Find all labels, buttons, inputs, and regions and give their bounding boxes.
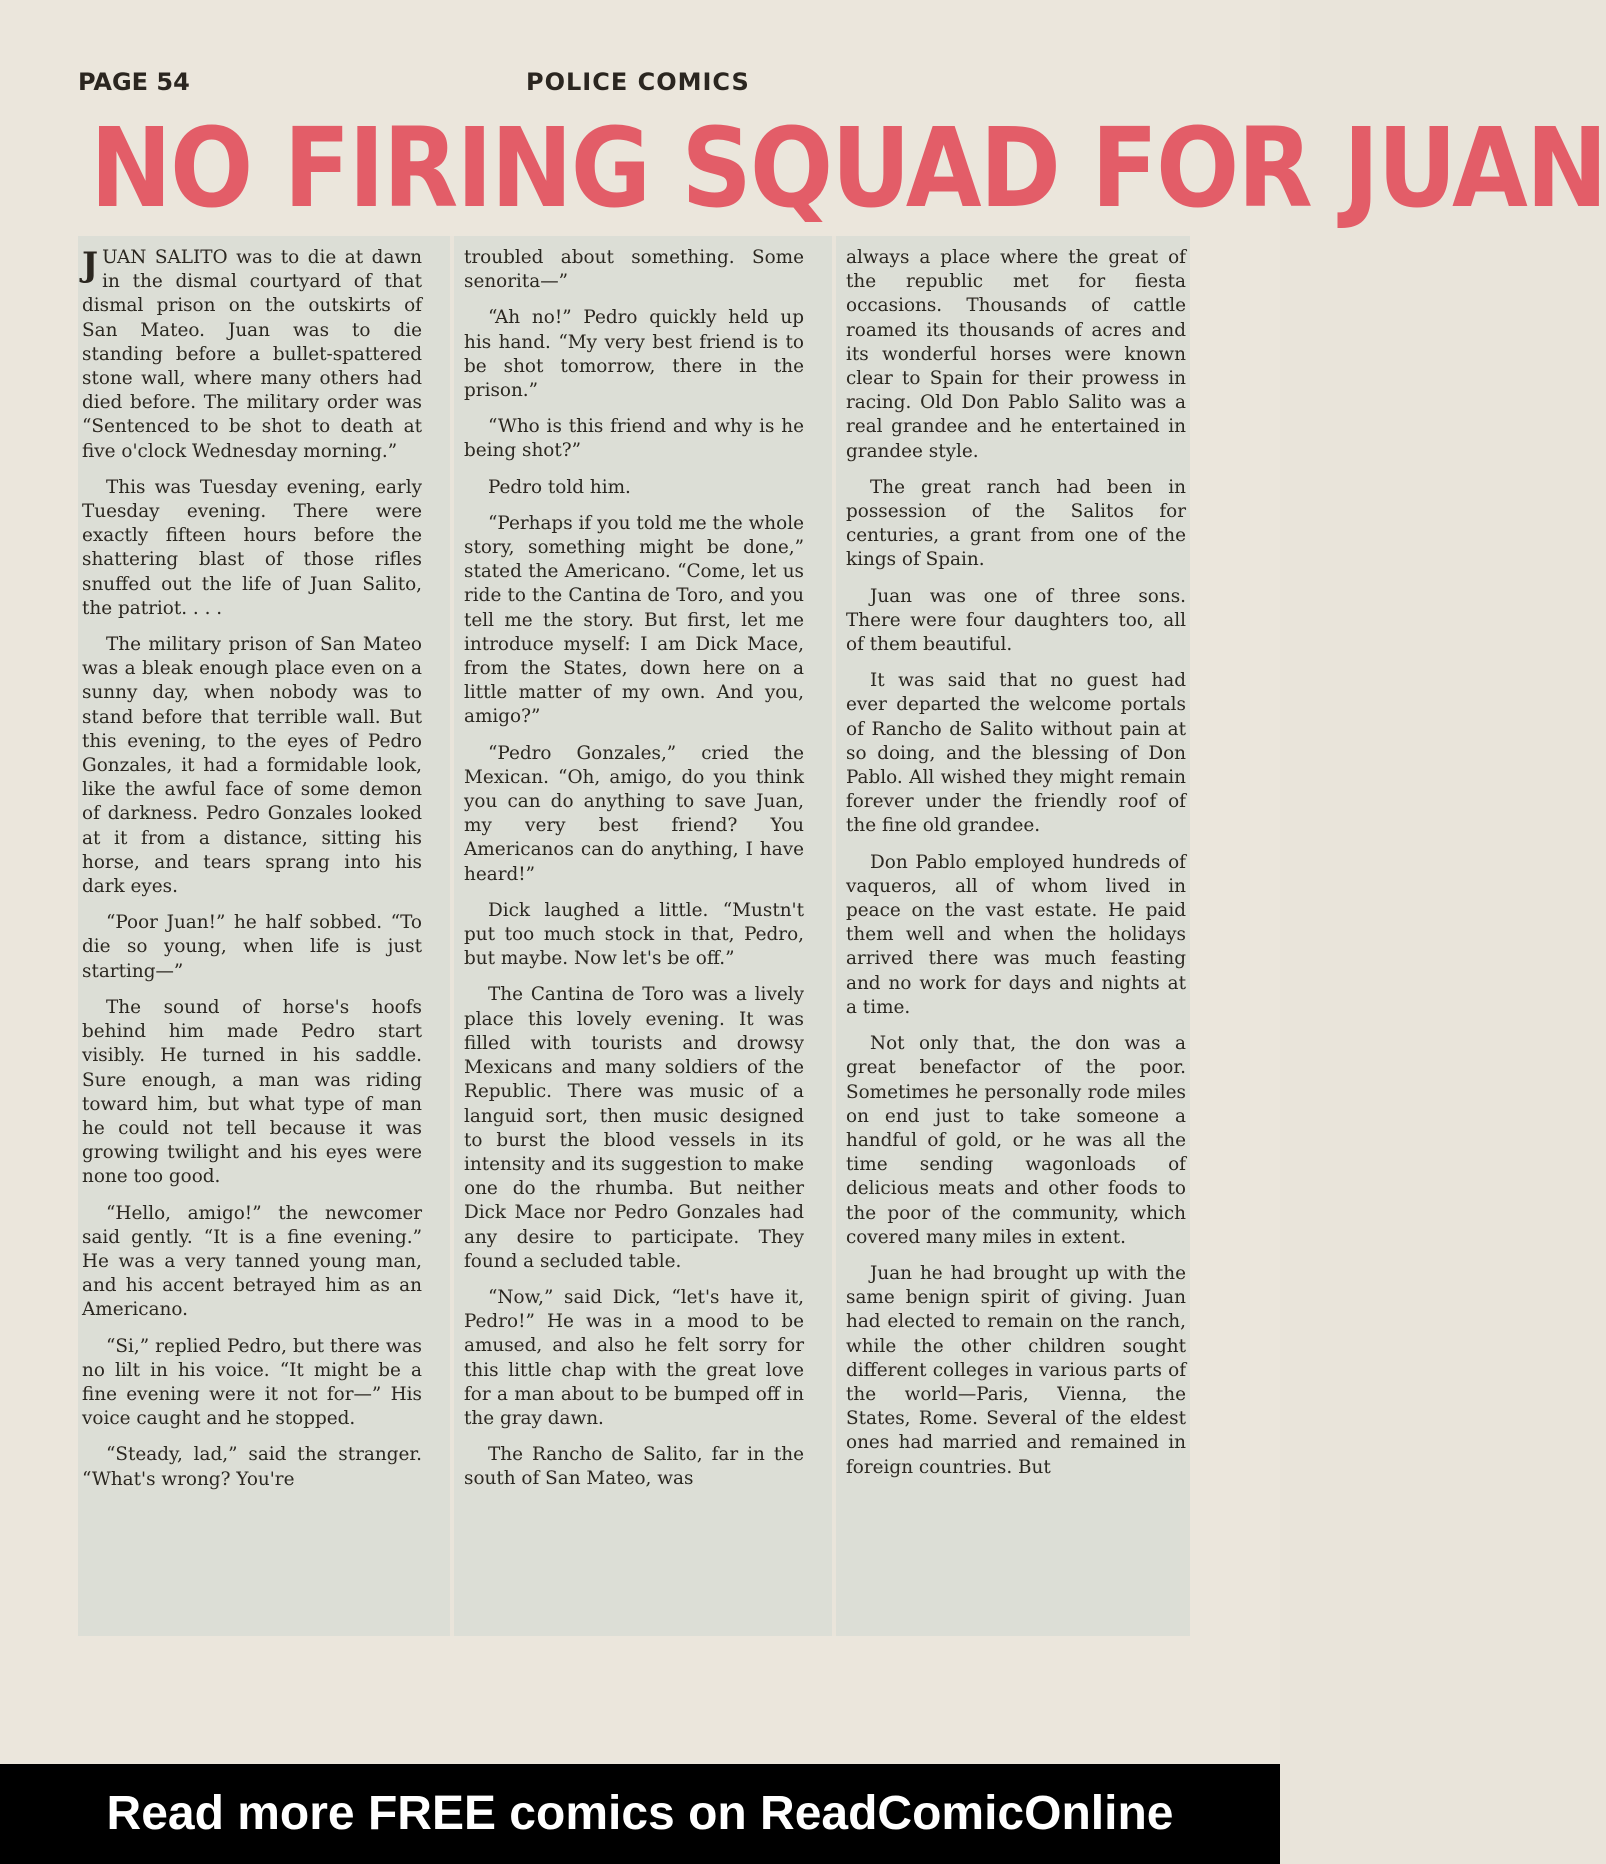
paragraph: “Steady, lad,” said the stranger. “What's wrong? You're — [82, 1444, 422, 1490]
text-column-1 — [82, 246, 422, 1504]
paragraph: “Who is this friend and why is he being shot?” — [464, 416, 804, 462]
paragraph: Don Pablo employed hundreds of vaqueros, all of whom lived in peace on the vast estate. He paid them well and when the holidays arrived there was much feasting and no work for days and nights at a time. — [846, 851, 1186, 1018]
text-panel — [78, 236, 1190, 1636]
paragraph: The great ranch had been in possession of the Salitos for centuries, a grant from one of the kings of Spain. — [846, 476, 1186, 571]
paragraph: “Si,” replied Pedro, but there was no lilt in his voice. “It might be a fine evening were it not for—” His voice caught and he stopped. — [82, 1335, 422, 1430]
text-column-3 — [846, 246, 1186, 1492]
paragraph: The sound of horse's hoofs behind him made Pedro start visibly. He turned in his saddle. Sure enough, a man was riding toward him, but what type of man he could not tell because it was growing twilight and his eyes were none too good. — [82, 996, 422, 1188]
paragraph: “Pedro Gonzales,” cried the Mexican. “Oh, amigo, do you think you can do anything to save Juan, my very best friend? You Americanos can do anything, I have heard!” — [464, 742, 804, 885]
column-divider — [832, 236, 836, 1636]
paragraph: It was said that no guest had ever departed the welcome portals of Rancho de Salito without pain at so doing, and the blessing of Don Pablo. All wished they might remain forever under the friendly roof of the fine old grandee. — [846, 670, 1186, 837]
paragraph: troubled about something. Some senorita—” — [464, 247, 804, 293]
paragraph: “Ah no!” Pedro quickly held up his hand. “My very best friend is to be shot tomorrow, there in the prison.” — [464, 307, 804, 402]
paragraph: JUAN SALITO was to die at dawn in the dismal courtyard of that dismal prison on the outskirts of San Mateo. Juan was to die standing before a bullet-spattered stone wall, where many others had died before. The military order was “Sentenced to be shot to death at five o'clock Wednesday morning.” — [82, 245, 422, 462]
paragraph: always a place where the great of the republic met for fiesta occasions. Thousands of cattle roamed its thousands of acres and its wonderful horses were known clear to Spain for their prowess in racing. Old Don Pablo Salito was a real grandee and he entertained in grandee style. — [846, 247, 1186, 462]
text-column-2 — [464, 246, 804, 1504]
paragraph: “Poor Juan!” he half sobbed. “To die so young, when life is just starting—” — [82, 912, 422, 982]
paragraph: Juan he had brought up with the same benign spirit of giving. Juan had elected to remain on the ranch, while the other children sought different colleges in various parts of the world—Paris, Vienna, the States, Rome. Several of the eldest ones had married and remained in foreign countries. But — [846, 1262, 1186, 1478]
paragraph: Juan was one of three sons. There were four daughters too, all of them beautiful. — [846, 585, 1186, 656]
paragraph: The Cantina de Toro was a lively place this lovely evening. It was filled with tourists and drowsy Mexicans and many soldiers of the Republic. There was music of a languid sort, then music designed to burst the blood vessels in its intensity and its suggestion to make one do the rhumba. But neither Dick Mace nor Pedro Gonzales had any desire to participate. They found a secluded table. — [464, 984, 804, 1272]
paragraph: Pedro told him. — [488, 476, 631, 498]
paragraph: “Perhaps if you told me the whole story, something might be done,” stated the Americano. “Come, let us ride to the Cantina de Toro, and you tell me the story. But first, let me introduce myself: I am Dick Mace, from the States, down here on a little matter of my own. And you, amigo?” — [464, 512, 804, 728]
column-divider — [450, 236, 454, 1636]
page-number: PAGE 54 — [78, 68, 190, 96]
paragraph: “Now,” said Dick, “let's have it, Pedro!” He was in a mood to be amused, and also he felt sorry for this little chap with the great love for a man about to be bumped off in the gray dawn. — [464, 1286, 804, 1429]
paragraph: The military prison of San Mateo was a bleak enough place even on a sunny day, when nobody was to stand before that terrible wall. But this evening, to the eyes of Pedro Gonzales, it had a formidable look, like the awful face of some demon of darkness. Pedro Gonzales looked at it from a distance, sitting his horse, and tears sprang into his dark eyes. — [82, 634, 422, 898]
story-title: NO FIRING SQUAD FOR JUAN — [90, 104, 1606, 233]
paragraph: Not only that, the don was a great benefactor of the poor. Sometimes he personally rode miles on end just to take someone a handful of gold, or he was all the time sending wagonloads of delicious meats and other foods to the poor of the community, which covered many miles in extent. — [846, 1033, 1186, 1248]
magazine-title: POLICE COMICS — [526, 68, 750, 96]
paragraph: Dick laughed a little. “Mustn't put too much stock in that, Pedro, but maybe. Now let's be off.” — [464, 899, 804, 970]
footer-banner-text[interactable]: Read more FREE comics on ReadComicOnline — [106, 1787, 1174, 1840]
footer-banner[interactable] — [0, 1764, 1280, 1864]
paragraph: The Rancho de Salito, far in the south of San Mateo, was — [464, 1444, 804, 1490]
paragraph: This was Tuesday evening, early Tuesday evening. There were exactly fifteen hours before the shattering blast of those rifles snuffed out the life of Juan Salito, the patriot. . . . — [82, 476, 422, 619]
drop-cap: J — [82, 245, 99, 285]
paragraph: “Hello, amigo!” the newcomer said gently. “It is a fine evening.” He was a very tanned young man, and his accent betrayed him as an Americano. — [82, 1202, 422, 1321]
